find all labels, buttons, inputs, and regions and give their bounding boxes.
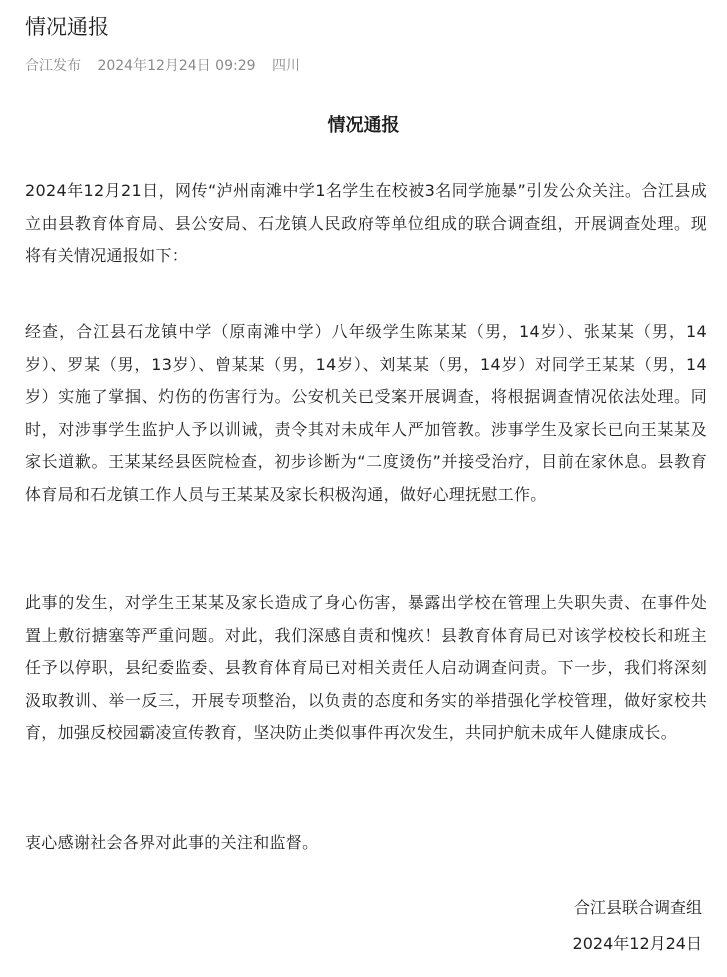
article-title: 情况通报 [25,15,109,39]
publish-location: 四川 [271,58,300,74]
paragraph-thanks: 衷心感谢社会各界对此事的关注和监督。 [25,833,319,852]
paragraph-findings: 经查，合江县石龙镇中学（原南滩中学）八年级学生陈某某（男，14岁）、张某某（男，14岁）、罗某（男，13岁）、曾某某（男，14岁）、刘某某（男，14岁）对同学王某某（男，14岁）实施了掌掴、灼伤的伤害行为。公安机关已受案开展调查，将根据调查情况依法处理。同时，对涉事学生监护人予以训诫，责令其对未成年人严加管教。涉事学生及家长已向王某某及家长道歉。王某某经县医院检查，初步诊断为“二度烫伤”并接受治疗，目前在家休息。县教育体育局和石龙镇工作人员与王某某及家长积极沟通，做好心理抚慰工作。 [25,322,707,504]
publish-time: 2024年12月24日 09:29 [97,58,256,74]
account-name-link[interactable]: 合江发布 [25,58,81,74]
paragraph-accountability: 此事的发生，对学生王某某及家长造成了身心伤害，暴露出学校在管理上失职失责、在事件处置上敷衍搪塞等严重问题。对此，我们深感自责和愧疚！县教育体育局已对该学校校长和班主任予以停职，县纪委监委、县教育体育局已对相关责任人启动调查问责。下一步，我们将深刻汲取教训、举一反三，开展专项整治，以负责的态度和务实的举措强化学校管理，做好家校共育，加强反校园霸凌宣传教育，坚决防止类似事件再次发生，共同护航未成年人健康成长。 [25,593,707,742]
signature-date: 2024年12月24日 [572,934,702,953]
signature-organization: 合江县联合调查组 [573,898,702,917]
paragraph-intro: 2024年12月21日，网传“泸州南滩中学1名学生在校被3名同学施暴”引发公众关注。合江县成立由县教育体育局、县公安局、石龙镇人民政府等单位组成的联合调查组，开展调查处理。现将有关情况通报如下： [25,181,707,265]
article-meta [25,56,300,76]
document-heading: 情况通报 [327,115,400,136]
